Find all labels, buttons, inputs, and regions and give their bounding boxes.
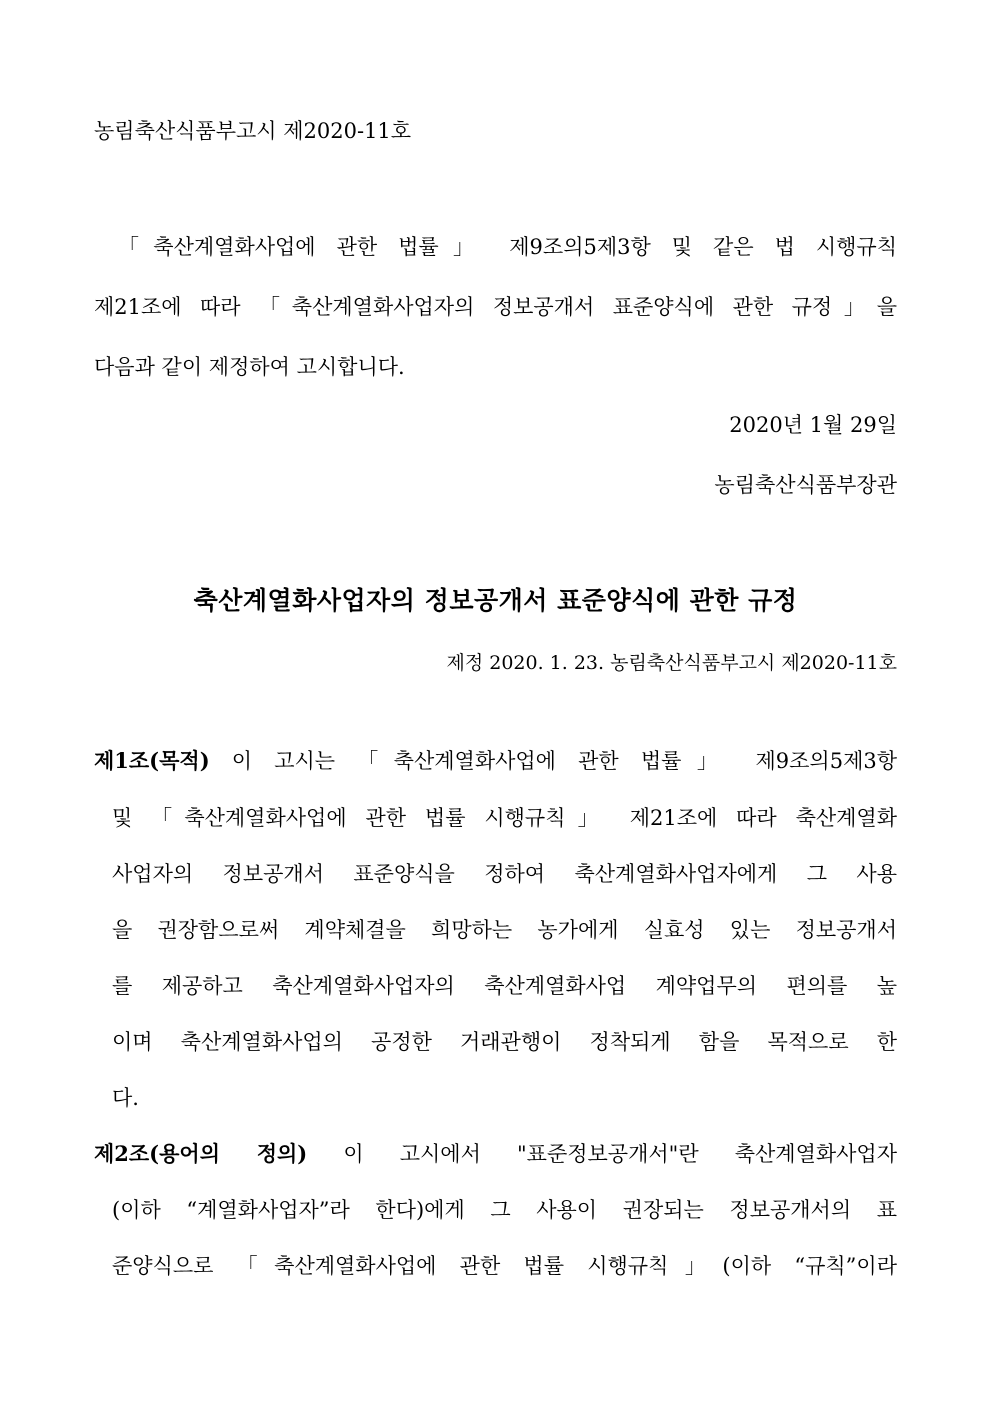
preamble-line-2: 제21조에 따라 「축산계열화사업자의 정보공개서 표준양식에 관한 규정」을 (94, 295, 897, 319)
notice-date: 2020년 1월 29일 (729, 413, 897, 437)
article-1-line-1 (94, 746, 897, 776)
article-2-line-1 (94, 1139, 897, 1169)
article-1-line-5: 를 제공하고 축산계열화사업자의 축산계열화사업 계약업무의 편의를 높 (112, 974, 897, 998)
preamble-line-1: 「축산계열화사업에 관한 법률」 제9조의5제3항 및 같은 법 시행규칙 (118, 235, 897, 259)
article-2-line-3: 준양식으로 「축산계열화사업에 관한 법률 시행규칙」(이하 “규칙”이라 (112, 1254, 897, 1278)
enactment-info: 제정 2020. 1. 23. 농림축산식품부고시 제2020-11호 (446, 652, 897, 674)
preamble-line-3: 다음과 같이 제정하여 고시합니다. (94, 355, 405, 379)
article-1-line-6: 이며 축산계열화사업의 공정한 거래관행이 정착되게 함을 목적으로 한 (112, 1030, 897, 1054)
article-1-line-7: 다. (112, 1086, 139, 1110)
regulation-title: 축산계열화사업자의 정보공개서 표준양식에 관한 규정 (193, 586, 798, 615)
article-1-line-4: 을 권장함으로써 계약체결을 희망하는 농가에게 실효성 있는 정보공개서 (112, 918, 897, 942)
article-1-line-3: 사업자의 정보공개서 표준양식을 정하여 축산계열화사업자에게 그 사용 (112, 862, 897, 886)
article-2-heading: 제2조(용어의 정의) (94, 1141, 308, 1166)
article-2-text-1: 이 고시에서 "표준정보공개서"란 축산계열화사업자 (307, 1142, 897, 1166)
issuer: 농림축산식품부장관 (714, 473, 897, 497)
notice-number: 농림축산식품부고시 제2020-11호 (94, 119, 412, 143)
article-2-line-2: (이하 “계열화사업자”라 한다)에게 그 사용이 권장되는 정보공개서의 표 (112, 1198, 897, 1222)
article-1-line-2: 및 「축산계열화사업에 관한 법률 시행규칙」 제21조에 따라 축산계열화 (112, 806, 897, 830)
article-1-heading: 제1조(목적) (94, 748, 210, 773)
article-1-text-1: 이 고시는 「축산계열화사업에 관한 법률」 제9조의5제3항 (209, 749, 897, 773)
